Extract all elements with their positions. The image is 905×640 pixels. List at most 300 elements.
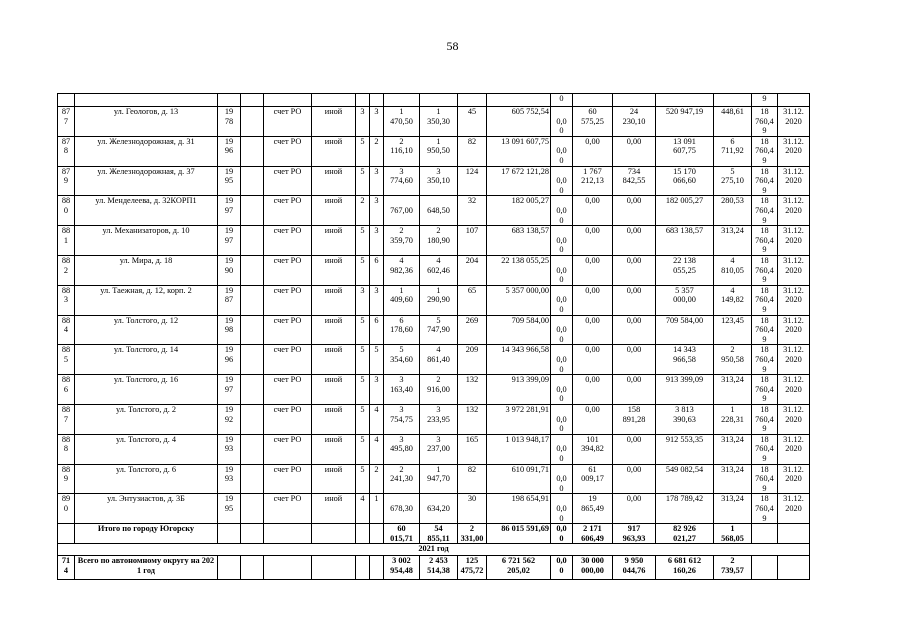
cell: 2 241,30 <box>384 464 420 494</box>
cell: счет РО <box>264 434 312 464</box>
cell: ул. Менделеева, д. 32КОРП1 <box>75 196 218 226</box>
cell: 3 <box>370 166 384 196</box>
cell <box>241 494 264 524</box>
cell: 313,24 <box>714 494 752 524</box>
cell: 88 5 <box>58 345 75 375</box>
cell: 89 0 <box>58 494 75 524</box>
cell: счет РО <box>264 255 312 285</box>
cell: 0,00 <box>613 136 656 166</box>
cell: 19 96 <box>218 345 241 375</box>
cell: 313,24 <box>714 226 752 256</box>
cell: иной <box>312 196 356 226</box>
cell: 54 855,11 <box>420 524 458 544</box>
cell: 648,50 <box>420 196 458 226</box>
cell: 313,24 <box>714 375 752 405</box>
cell: 3 972 281,91 <box>487 404 551 434</box>
cell: 18 760,4 9 <box>752 285 778 315</box>
cell: ул. Железнодорожная, д. 31 <box>75 136 218 166</box>
cell: 31.12. 2020 <box>778 345 810 375</box>
cell: ул. Толстого, д. 16 <box>75 375 218 405</box>
cell: счет РО <box>264 107 312 137</box>
cell: 0,00 <box>613 345 656 375</box>
cell: 19 865,49 <box>573 494 613 524</box>
cell: 19 97 <box>218 196 241 226</box>
cell: 71 4 <box>58 556 75 580</box>
cell <box>218 524 241 544</box>
okrug-total-row <box>58 556 810 580</box>
cell <box>218 556 241 580</box>
cell: 0,00 <box>573 315 613 345</box>
cell: 1 350,30 <box>420 107 458 137</box>
cell: 0,00 <box>573 345 613 375</box>
cell: 0,00 <box>613 464 656 494</box>
cell: 5 <box>356 404 370 434</box>
cell: 0,00 <box>613 196 656 226</box>
cell: 269 <box>458 315 487 345</box>
cell: 31.12. 2020 <box>778 285 810 315</box>
cell: 18 760,4 9 <box>752 196 778 226</box>
cell: 4 <box>370 434 384 464</box>
cell: 14 343 966,58 <box>656 345 714 375</box>
cell: 4 861,40 <box>420 345 458 375</box>
cell: 18 760,4 9 <box>752 434 778 464</box>
cell: 6 681 612 160,26 <box>656 556 714 580</box>
cell: 1 568,05 <box>714 524 752 544</box>
cell: иной <box>312 166 356 196</box>
cell: ул. Толстого, д. 12 <box>75 315 218 345</box>
cell <box>356 556 370 580</box>
cell: ул. Механизаторов, д. 10 <box>75 226 218 256</box>
cell: 82 <box>458 136 487 166</box>
cell: 5 <box>356 136 370 166</box>
cell: 31.12. 2020 <box>778 375 810 405</box>
cell <box>241 196 264 226</box>
cell: 45 <box>458 107 487 137</box>
cell: 13 091 607,75 <box>487 136 551 166</box>
cell: 5 354,60 <box>384 345 420 375</box>
cell: 0,00 <box>573 404 613 434</box>
cell: 0,00 <box>613 315 656 345</box>
cell: 88 2 <box>58 255 75 285</box>
cell <box>241 375 264 405</box>
cell: 4 <box>370 404 384 434</box>
cell: 17 672 121,28 <box>487 166 551 196</box>
cell: 610 091,71 <box>487 464 551 494</box>
cell: счет РО <box>264 166 312 196</box>
city-total-row <box>58 524 810 544</box>
cell: 0,00 <box>573 196 613 226</box>
cell: 65 <box>458 285 487 315</box>
cell: счет РО <box>264 494 312 524</box>
cell: 82 926 021,27 <box>656 524 714 544</box>
cell: 18 760,4 9 <box>752 345 778 375</box>
page-number: 58 <box>446 39 459 53</box>
cell: 5 275,10 <box>714 166 752 196</box>
cell: 2 116,10 <box>384 136 420 166</box>
cell: 3 <box>370 196 384 226</box>
cell: 734 842,55 <box>613 166 656 196</box>
cell: 2 <box>370 136 384 166</box>
table-row <box>58 107 810 137</box>
cell <box>370 556 384 580</box>
cell: 86 015 591,69 <box>487 524 551 544</box>
cell: 3 002 954,48 <box>384 556 420 580</box>
cell: 88 4 <box>58 315 75 345</box>
cell: 2 180,90 <box>420 226 458 256</box>
cell: 31.12. 2020 <box>778 315 810 345</box>
cell: 19 95 <box>218 166 241 196</box>
cell: 88 8 <box>58 434 75 464</box>
cell: иной <box>312 285 356 315</box>
cell: счет РО <box>264 136 312 166</box>
cell: 5 357 000,00 <box>487 285 551 315</box>
cell: 0,0 0 <box>551 315 573 345</box>
cell: 107 <box>458 226 487 256</box>
cell: ул. Толстого, д. 4 <box>75 434 218 464</box>
cell: 0,0 0 <box>551 524 573 544</box>
overhaul-register-table <box>57 93 810 580</box>
cell: 3 <box>370 375 384 405</box>
cell <box>241 166 264 196</box>
table-row <box>58 166 810 196</box>
cell: 123,45 <box>714 315 752 345</box>
cell: 204 <box>458 255 487 285</box>
cell: 3 <box>370 226 384 256</box>
cell: 87 8 <box>58 136 75 166</box>
cell: 5 <box>356 166 370 196</box>
cell: 18 760,4 9 <box>752 494 778 524</box>
cell: 32 <box>458 196 487 226</box>
cell: 18 760,4 9 <box>752 226 778 256</box>
cell: 125 475,72 <box>458 556 487 580</box>
cell <box>241 315 264 345</box>
cell: 913 399,09 <box>656 375 714 405</box>
cell: 5 <box>356 345 370 375</box>
cell: 31.12. 2020 <box>778 404 810 434</box>
cell: 0,00 <box>613 285 656 315</box>
cell: 2 <box>370 464 384 494</box>
cell: 3 774,60 <box>384 166 420 196</box>
table-row <box>58 94 810 107</box>
cell: 6 711,92 <box>714 136 752 166</box>
cell: иной <box>312 107 356 137</box>
cell: 448,61 <box>714 107 752 137</box>
table-row <box>58 375 810 405</box>
cell: 124 <box>458 166 487 196</box>
cell: 19 93 <box>218 434 241 464</box>
cell: ул. Мира, д. 18 <box>75 255 218 285</box>
cell: 0,0 0 <box>551 196 573 226</box>
cell: 3 754,75 <box>384 404 420 434</box>
cell: 18 760,4 9 <box>752 255 778 285</box>
cell: 2 171 606,49 <box>573 524 613 544</box>
cell: иной <box>312 136 356 166</box>
cell: 709 584,00 <box>656 315 714 345</box>
cell: 5 <box>356 434 370 464</box>
cell: 634,20 <box>420 494 458 524</box>
cell <box>264 524 312 544</box>
cell: 2 331,00 <box>458 524 487 544</box>
cell: 19 90 <box>218 255 241 285</box>
table-row <box>58 434 810 464</box>
cell: 5 357 000,00 <box>656 285 714 315</box>
cell: иной <box>312 434 356 464</box>
cell: 605 752,54 <box>487 107 551 137</box>
cell: 19 95 <box>218 494 241 524</box>
cell <box>778 556 810 580</box>
cell <box>241 226 264 256</box>
table-row <box>58 404 810 434</box>
cell: 4 982,36 <box>384 255 420 285</box>
cell: 4 602,46 <box>420 255 458 285</box>
cell: иной <box>312 255 356 285</box>
cell: 5 <box>356 464 370 494</box>
cell: 18 760,4 9 <box>752 166 778 196</box>
cell: 0,00 <box>613 255 656 285</box>
cell: 5 <box>356 226 370 256</box>
cell: 0,0 0 <box>551 107 573 137</box>
cell: 313,24 <box>714 434 752 464</box>
cell: 2 739,57 <box>714 556 752 580</box>
cell: 0,0 0 <box>551 285 573 315</box>
cell: 31.12. 2020 <box>778 196 810 226</box>
cell: 30 000 000,00 <box>573 556 613 580</box>
cell <box>312 556 356 580</box>
cell: 14 343 966,58 <box>487 345 551 375</box>
cell: 61 009,17 <box>573 464 613 494</box>
cell: 22 138 055,25 <box>487 255 551 285</box>
cell: 178 789,42 <box>656 494 714 524</box>
cell <box>241 556 264 580</box>
cell: 19 97 <box>218 226 241 256</box>
cell: 3 350,10 <box>420 166 458 196</box>
cell <box>778 524 810 544</box>
cell: 0,00 <box>573 226 613 256</box>
cell <box>752 556 778 580</box>
table-row <box>58 226 810 256</box>
cell: 3 163,40 <box>384 375 420 405</box>
cell: 31.12. 2020 <box>778 107 810 137</box>
cell: 88 3 <box>58 285 75 315</box>
cell: 0,00 <box>613 375 656 405</box>
cell: ул. Геологов, д. 13 <box>75 107 218 137</box>
cell: 198 654,91 <box>487 494 551 524</box>
cell: 3 <box>356 285 370 315</box>
cell: 4 <box>356 494 370 524</box>
cell <box>241 434 264 464</box>
cell: 913 399,09 <box>487 375 551 405</box>
cell: 0,00 <box>573 285 613 315</box>
cell: 87 7 <box>58 107 75 137</box>
cell: 19 92 <box>218 404 241 434</box>
table-row <box>58 494 810 524</box>
table-row <box>58 345 810 375</box>
cell: 15 170 066,60 <box>656 166 714 196</box>
cell <box>241 255 264 285</box>
cell: 6 721 562 205,02 <box>487 556 551 580</box>
cell: 158 891,28 <box>613 404 656 434</box>
cell: 18 760,4 9 <box>752 464 778 494</box>
cell: 1 947,70 <box>420 464 458 494</box>
cell: 5 <box>356 375 370 405</box>
cell: 917 963,93 <box>613 524 656 544</box>
cell: 2 453 514,38 <box>420 556 458 580</box>
cell <box>241 345 264 375</box>
cell: 19 96 <box>218 136 241 166</box>
cell: 1 470,50 <box>384 107 420 137</box>
cell: 18 760,4 9 <box>752 136 778 166</box>
cell: 683 138,57 <box>656 226 714 256</box>
cell: 30 <box>458 494 487 524</box>
cell: 18 760,4 9 <box>752 404 778 434</box>
cell: 24 230,10 <box>613 107 656 137</box>
cell: 0,0 0 <box>551 255 573 285</box>
cell: ул. Железнодорожная, д. 37 <box>75 166 218 196</box>
cell <box>264 556 312 580</box>
cell: 767,00 <box>384 196 420 226</box>
cell: 0,0 0 <box>551 375 573 405</box>
cell: 0,0 0 <box>551 166 573 196</box>
cell: 0,0 0 <box>551 494 573 524</box>
cell: 1 950,50 <box>420 136 458 166</box>
year-header: 2021 год <box>58 544 810 556</box>
cell: 313,24 <box>714 464 752 494</box>
cell: Всего по автономному округу на 2021 год <box>75 556 218 580</box>
cell: 0,00 <box>573 136 613 166</box>
cell: 1 <box>370 494 384 524</box>
cell: 88 7 <box>58 404 75 434</box>
cell: 5 <box>356 255 370 285</box>
cell: 683 138,57 <box>487 226 551 256</box>
cell <box>370 524 384 544</box>
table-row <box>58 285 810 315</box>
table-row <box>58 136 810 166</box>
cell: 3 <box>370 285 384 315</box>
cell: 165 <box>458 434 487 464</box>
cell: иной <box>312 315 356 345</box>
cell: 1 290,90 <box>420 285 458 315</box>
cell: 31.12. 2020 <box>778 166 810 196</box>
cell: 0,0 0 <box>551 136 573 166</box>
cell: счет РО <box>264 345 312 375</box>
cell: 88 0 <box>58 196 75 226</box>
cell: 2 <box>356 196 370 226</box>
cell: 3 <box>370 107 384 137</box>
cell: 5 <box>370 345 384 375</box>
cell: 19 87 <box>218 285 241 315</box>
cell: ул. Толстого, д. 2 <box>75 404 218 434</box>
cell: 2 950,58 <box>714 345 752 375</box>
cell: 5 747,90 <box>420 315 458 345</box>
cell: 912 553,35 <box>656 434 714 464</box>
table-row <box>58 464 810 494</box>
cell: 1 228,31 <box>714 404 752 434</box>
cell: иной <box>312 375 356 405</box>
cell: 6 <box>370 255 384 285</box>
table-row <box>58 196 810 226</box>
cell: 182 005,27 <box>656 196 714 226</box>
cell: иной <box>312 464 356 494</box>
cell: счет РО <box>264 464 312 494</box>
cell <box>241 464 264 494</box>
table-row <box>58 315 810 345</box>
cell: 19 98 <box>218 315 241 345</box>
cell: 1 013 948,17 <box>487 434 551 464</box>
cell: 549 082,54 <box>656 464 714 494</box>
cell: 19 93 <box>218 464 241 494</box>
cell: иной <box>312 404 356 434</box>
cell: ул. Толстого, д. 14 <box>75 345 218 375</box>
cell: 0,00 <box>613 226 656 256</box>
cell: 31.12. 2020 <box>778 226 810 256</box>
cell: 1 767 212,13 <box>573 166 613 196</box>
cell: 3 495,80 <box>384 434 420 464</box>
cell: 6 <box>370 315 384 345</box>
cell: 0,0 0 <box>551 464 573 494</box>
table-row <box>58 255 810 285</box>
year-header-row <box>58 544 810 556</box>
cell: 3 237,00 <box>420 434 458 464</box>
cell <box>241 524 264 544</box>
cell: 0,0 0 <box>551 345 573 375</box>
cell: 1 409,60 <box>384 285 420 315</box>
cell: 18 760,4 9 <box>752 107 778 137</box>
cell: ул. Энтузиастов, д. 3Б <box>75 494 218 524</box>
cell: счет РО <box>264 315 312 345</box>
cell: 5 <box>356 315 370 345</box>
cell: 182 005,27 <box>487 196 551 226</box>
cell: 6 178,60 <box>384 315 420 345</box>
cell: счет РО <box>264 404 312 434</box>
cell: 9 950 044,76 <box>613 556 656 580</box>
cell: 88 1 <box>58 226 75 256</box>
cell: 2 916,00 <box>420 375 458 405</box>
cell: счет РО <box>264 375 312 405</box>
cell: 31.12. 2020 <box>778 434 810 464</box>
cell: 2 359,70 <box>384 226 420 256</box>
cell: 9 <box>752 94 778 107</box>
cell: 87 9 <box>58 166 75 196</box>
cell: 132 <box>458 404 487 434</box>
cell: 0,0 0 <box>551 434 573 464</box>
cell: 0,0 0 <box>551 556 573 580</box>
cell: счет РО <box>264 285 312 315</box>
cell: 101 394,82 <box>573 434 613 464</box>
cell: 4 810,05 <box>714 255 752 285</box>
cell: 18 760,4 9 <box>752 315 778 345</box>
cell: 3 813 390,63 <box>656 404 714 434</box>
cell: 0,0 0 <box>551 404 573 434</box>
cell <box>241 404 264 434</box>
cell: 31.12. 2020 <box>778 494 810 524</box>
cell: 0,00 <box>613 494 656 524</box>
cell: 31.12. 2020 <box>778 255 810 285</box>
cell: 13 091 607,75 <box>656 136 714 166</box>
cell: иной <box>312 345 356 375</box>
cell: 3 <box>356 107 370 137</box>
cell: Итого по городу Югорску <box>75 524 218 544</box>
cell: 18 760,4 9 <box>752 375 778 405</box>
cell: 31.12. 2020 <box>778 136 810 166</box>
cell: ул. Толстого, д. 6 <box>75 464 218 494</box>
cell: 31.12. 2020 <box>778 464 810 494</box>
cell: 22 138 055,25 <box>656 255 714 285</box>
cell: 520 947,19 <box>656 107 714 137</box>
cell <box>58 524 75 544</box>
cell: 132 <box>458 375 487 405</box>
cell: 4 149,82 <box>714 285 752 315</box>
cell: 60 575,25 <box>573 107 613 137</box>
